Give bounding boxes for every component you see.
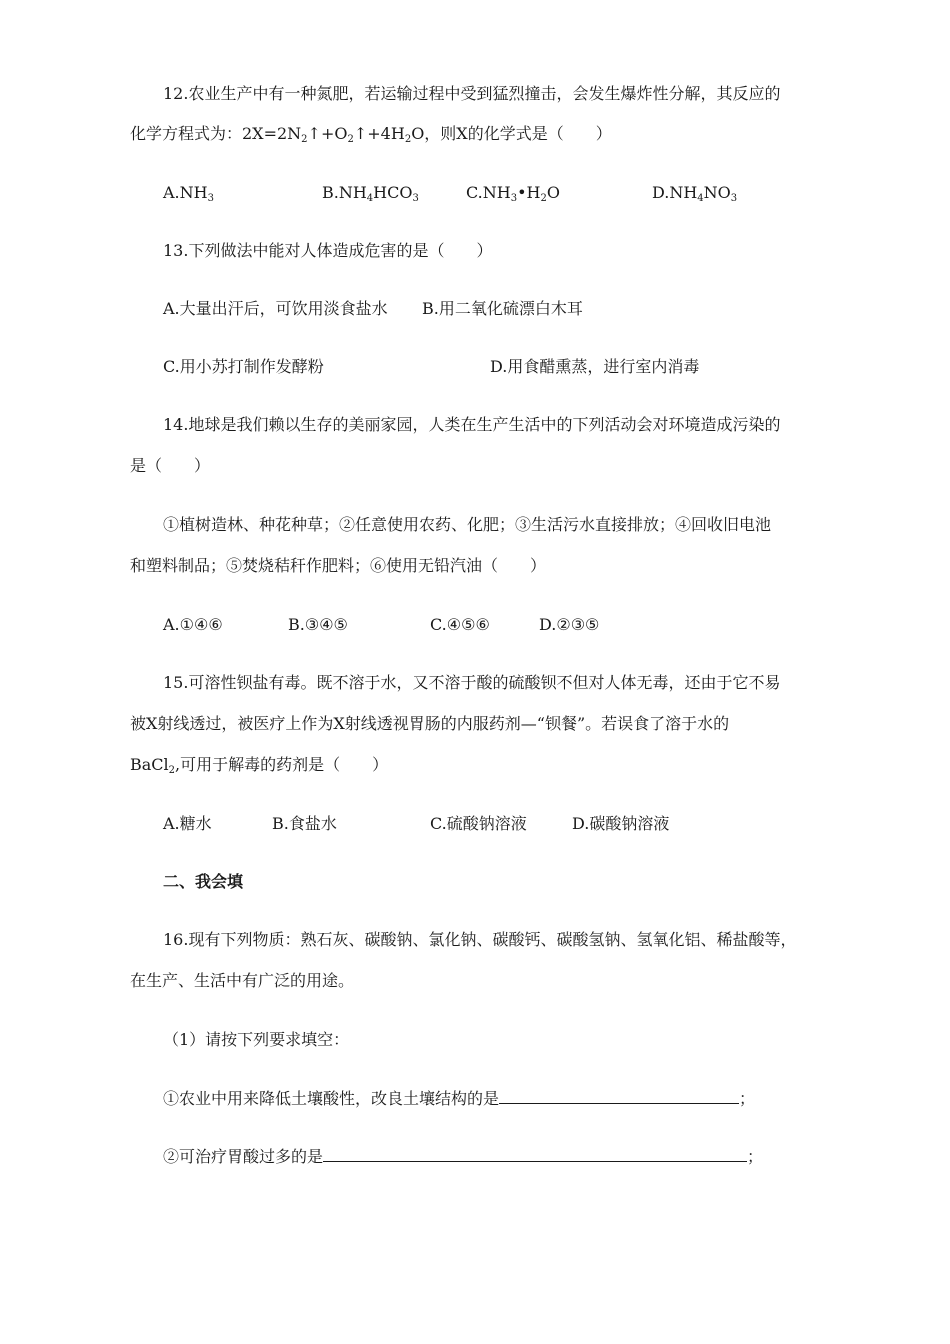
q13-option-a: A.大量出汗后，可饮用淡食盐水 bbox=[163, 299, 388, 318]
q13-option-c: C.用小苏打制作发酵粉 bbox=[163, 357, 324, 376]
q14-option-d: D.②③⑤ bbox=[539, 615, 600, 634]
q14-option-b: B.③④⑤ bbox=[288, 615, 348, 634]
q14-line3: ①植树造林、种花种草；②任意使用农药、化肥；③生活污水直接排放；④回收旧电池 bbox=[163, 515, 772, 534]
q13-stem: 13.下列做法中能对人体造成危害的是（ ） bbox=[163, 241, 493, 260]
q14-line4: 和塑料制品；⑤焚烧秸秆作肥料；⑥使用无铅汽油（ ） bbox=[130, 556, 547, 575]
q15-option-c: C.硫酸钠溶液 bbox=[430, 814, 527, 833]
q12-option-c: $C.NH_3•H_2O$ bbox=[466, 183, 560, 204]
q15-line2: 被X射线透过，被医疗上作为X射线透视胃肠的内服药剂—“钡餐”。若误食了溶于水的 bbox=[130, 714, 730, 733]
q15-option-d: D.碳酸钠溶液 bbox=[572, 814, 670, 833]
q13-option-d: D.用食醋熏蒸，进行室内消毒 bbox=[490, 357, 700, 376]
section-title: 二、我会填 bbox=[163, 872, 244, 891]
answer-blank-1[interactable] bbox=[499, 1087, 739, 1104]
q14-option-c: C.④⑤⑥ bbox=[430, 615, 490, 634]
q16-line2: 在生产、生活中有广泛的用途。 bbox=[130, 971, 355, 990]
q15-option-a: A.糖水 bbox=[163, 814, 212, 833]
q16-item1: ①农业中用来降低土壤酸性，改良土壤结构的是 ； bbox=[163, 1089, 756, 1108]
q12-option-a: $A.NH_3$ bbox=[163, 183, 214, 204]
q16-subquestion-1: （1）请按下列要求填空： bbox=[163, 1030, 350, 1049]
q15-line3: BaCl$_2$,可用于解毒的药剂是（ ） bbox=[130, 755, 389, 776]
q14-line2: 是（ ） bbox=[130, 456, 211, 475]
q12-option-d: $D.NH_4NO_3$ bbox=[652, 183, 738, 204]
q12-line1: 12.农业生产中有一种氮肥，若运输过程中受到猛烈撞击，会发生爆炸性分解，其反应的 bbox=[163, 84, 781, 103]
q12-option-b: $B.NH_4HCO_3$ bbox=[322, 183, 419, 204]
q15-line1: 15.可溶性钡盐有毒。既不溶于水，又不溶于酸的硫酸钡不但对人体无毒，还由于它不易 bbox=[163, 673, 781, 692]
q15-option-b: B.食盐水 bbox=[272, 814, 337, 833]
q12-line2: 化学方程式为：$2X=2N_2↑+O_2↑+4H_2O$，则X的化学式是（ ） bbox=[130, 124, 612, 145]
answer-blank-2[interactable] bbox=[323, 1145, 747, 1162]
q16-item2: ②可治疗胃酸过多的是 ； bbox=[163, 1147, 764, 1166]
q14-line1: 14.地球是我们赖以生存的美丽家园，人类在生产生活中的下列活动会对环境造成污染的 bbox=[163, 415, 781, 434]
q13-option-b: B.用二氧化硫漂白木耳 bbox=[422, 299, 583, 318]
q14-option-a: A.①④⑥ bbox=[163, 615, 223, 634]
q16-line1: 16.现有下列物质：熟石灰、碳酸钠、氯化钠、碳酸钙、碳酸氢钠、氢氧化铝、稀盐酸等， bbox=[163, 930, 797, 949]
